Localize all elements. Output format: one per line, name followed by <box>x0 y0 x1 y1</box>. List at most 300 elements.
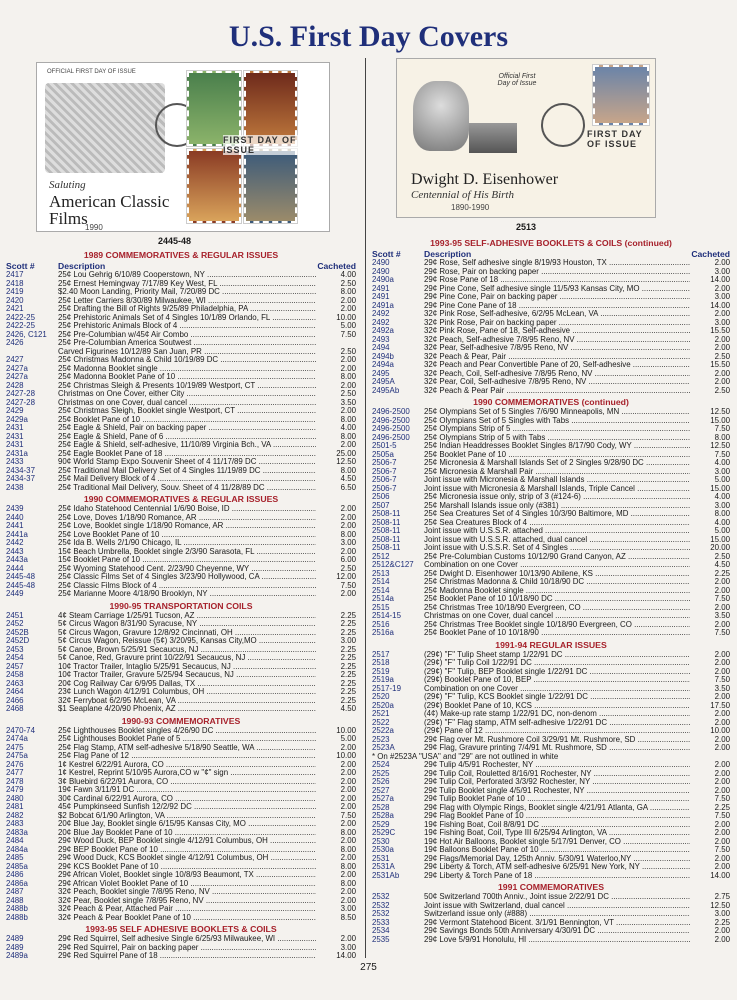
cacheted-price: 7.50 <box>340 329 356 339</box>
cacheted-price: 2.25 <box>340 661 356 671</box>
scott-number: 2475 <box>6 743 24 752</box>
listing-row <box>372 268 730 277</box>
description: 29¢ Flag Booklet Pane of 10 ..... <box>424 812 690 821</box>
description: 29¢ Tulip Coil, Rouletted 8/16/91 Rochester, NY ..... <box>424 770 690 779</box>
description: 32¢ Pink Rose, Pair on backing paper ..... <box>424 319 690 328</box>
listing-row <box>372 310 730 319</box>
cacheted-price: 2.00 <box>340 512 356 522</box>
cacheted-price: 2.00 <box>714 692 730 701</box>
scott-number: 2479 <box>6 786 24 794</box>
section-heading: 1991-94 REGULAR ISSUES <box>495 639 607 650</box>
description: 20¢ Blue Jay, Booklet single 6/15/95 Kansas City, MO ..... <box>58 820 316 829</box>
listing-row <box>372 459 730 468</box>
cacheted-price: 7.50 <box>340 810 356 820</box>
listing-row <box>6 671 356 680</box>
description: 25¢ Pre-Columbian Customs 10/12/90 Grand Canyon, AZ ..... <box>424 553 690 562</box>
scott-number: 2531A <box>372 863 395 871</box>
cacheted-price: 2.00 <box>714 926 730 935</box>
cachet-subtitle: Centennial of His Birth <box>411 189 514 201</box>
listing-row <box>6 522 356 531</box>
scott-number: 2442 <box>6 539 24 547</box>
listing-row <box>6 450 356 459</box>
listing-row <box>372 838 730 847</box>
cacheted-price: 2.25 <box>340 627 356 637</box>
scott-number: 2458 <box>6 671 24 679</box>
listing-row <box>372 702 730 711</box>
cacheted-price: 2.00 <box>340 934 356 943</box>
scott-number <box>6 348 58 357</box>
cacheted-price: 14.00 <box>336 951 356 960</box>
scott-number: 2506 <box>372 493 390 501</box>
scott-number: 2422-25 <box>6 313 35 322</box>
cacheted-price: 2.00 <box>714 934 730 944</box>
description: 29¢ Tulip 4/5/91 Rochester, NY ..... <box>424 761 690 770</box>
cacheted-price: 2.00 <box>714 658 730 667</box>
cacheted-price: 7.50 <box>714 424 730 433</box>
listing-row <box>6 271 356 280</box>
scott-number: 2426, C121 <box>6 330 47 339</box>
description: 25¢ Marshall Islands issue only (#381) ..... <box>424 502 690 511</box>
scott-number: 2420 <box>6 296 24 305</box>
description: 32¢ Pear, Booklet single 7/8/95 Reno, NV ..... <box>58 897 316 906</box>
description: Joint issue with Switzerland, dual cancel ..... <box>424 902 690 911</box>
description: Joint issue with U.S.S.R. attached ..... <box>424 527 690 536</box>
stamp-stagecoach <box>244 149 298 224</box>
scott-number: 2443a <box>6 556 28 564</box>
description: 30¢ Cardinal 6/22/91 Aurora, CO ..... <box>58 795 316 804</box>
scott-number: 2431 <box>6 441 24 449</box>
description: 32¢ Peach & Pear, Pair ..... <box>424 353 690 362</box>
scott-number: 2427-28 <box>6 398 35 407</box>
cacheted-price: 2.25 <box>340 678 356 688</box>
cacheted-price: 12.50 <box>336 457 356 466</box>
cacheted-price: 2.00 <box>714 828 730 837</box>
cacheted-price: 12.00 <box>336 572 356 581</box>
scott-number: 2422-25 <box>6 322 35 330</box>
listing-row <box>6 761 356 770</box>
cacheted-price: 2.00 <box>340 776 356 786</box>
cacheted-price: 2.00 <box>714 743 730 752</box>
description: (29¢) "F" Tulip Sheet stamp 1/22/91 DC ..... <box>424 651 690 660</box>
scott-number: 2449 <box>6 590 24 598</box>
listing-row <box>6 356 356 365</box>
listing-row <box>372 804 730 813</box>
listing-row <box>6 905 356 914</box>
listing-row <box>372 787 730 796</box>
listing-row <box>372 693 730 702</box>
cacheted-price: 2.25 <box>340 644 356 654</box>
cacheted-price: 8.00 <box>340 465 356 475</box>
listing-row <box>372 336 730 345</box>
listing-row <box>372 736 730 745</box>
scott-number: 2485 <box>6 854 24 862</box>
description: 32¢ Peach, Booklet single 7/8/95 Reno, NV ..... <box>58 888 316 897</box>
listing-row <box>6 880 356 889</box>
scott-number: 2429a <box>6 415 28 424</box>
listing-row <box>6 778 356 787</box>
listing-row <box>6 637 356 646</box>
description: 15¢ Booklet Pane of 10 ..... <box>58 556 316 565</box>
cacheted-price: 8.00 <box>340 878 356 888</box>
description: Joint issue with U.S.S.R. Set of 4 Singles ..... <box>424 544 690 553</box>
cacheted-price: 15.50 <box>710 326 730 335</box>
listing-row <box>6 952 356 961</box>
cacheted-price: 2.00 <box>714 760 730 769</box>
scott-number: 2494b <box>372 352 394 361</box>
description-header: Description <box>424 249 472 259</box>
cacheted-price: 3.50 <box>714 683 730 693</box>
cacheted-price: 3.00 <box>340 538 356 547</box>
cacheted-price: 2.00 <box>340 355 356 364</box>
listing-row <box>372 442 730 451</box>
scott-number: 2439 <box>6 505 24 513</box>
listing-row <box>6 654 356 663</box>
cover-classic-films <box>6 58 356 246</box>
scott-number: 2517-19 <box>372 684 401 693</box>
scott-number: 2421 <box>6 305 24 313</box>
description: 29¢ Rose, Self adhesive single 8/19/93 Houston, TX ..... <box>424 259 690 268</box>
description: 25¢ Letter Carriers 8/30/89 Milwaukee, WI ..... <box>58 297 316 306</box>
cacheted-price: 2.00 <box>714 785 730 795</box>
listing-row <box>372 629 730 638</box>
section-heading: 1993-95 SELF-ADHESIVE BOOKLETS & COILS (continued) <box>430 238 672 248</box>
scott-number: 2519 <box>372 667 390 676</box>
description: (29¢) "F" Tulip, KCS Booklet single 1/22/91 DC ..... <box>424 693 690 702</box>
description: $2 Bobcat 6/1/90 Arlington, VA ..... <box>58 812 316 821</box>
cacheted-price: 2.00 <box>714 862 730 871</box>
listing-row <box>6 795 356 804</box>
description: 29¢ BEP Booklet Pane of 10 ..... <box>58 846 316 855</box>
listing-row <box>372 829 730 838</box>
cacheted-price: 2.00 <box>714 717 730 727</box>
cacheted-price: 5.00 <box>340 734 356 743</box>
listing-row <box>372 553 730 562</box>
scott-number: 2463 <box>6 679 24 688</box>
column-headers <box>372 249 730 259</box>
description: 32¢ Peach & Pear, Attached Pair ..... <box>58 905 316 914</box>
listing-row <box>372 846 730 855</box>
listing-row <box>6 863 356 872</box>
cacheted-price: 8.00 <box>714 432 730 442</box>
cacheted-price: 3.50 <box>714 611 730 620</box>
description: 25¢ Micronesia & Marshall Islands Set of 2 Singles 9/28/90 DC ..... <box>424 459 690 468</box>
stamp-beau-geste <box>187 149 241 224</box>
cacheted-price: 2.00 <box>340 785 356 794</box>
scott-number: 2484 <box>6 837 24 845</box>
scott-number: 2483a <box>6 828 28 837</box>
listing-row <box>6 565 356 574</box>
section-heading: 1991 COMMEMORATIVES <box>497 882 605 892</box>
cacheted-price: 8.00 <box>340 529 356 539</box>
scott-number: 2529 <box>372 820 390 829</box>
page-title: U.S. First Day Covers <box>228 20 509 53</box>
listing-row <box>372 468 730 477</box>
cacheted-price: 2.50 <box>340 563 356 573</box>
listing-row <box>6 705 356 714</box>
description: 25¢ Olympians Strip of 5 ..... <box>424 425 690 434</box>
scott-number: 2427-28 <box>6 390 35 398</box>
listing-row <box>6 305 356 314</box>
cacheted-price: 2.00 <box>714 283 730 293</box>
film-camera-cachet-art <box>45 83 165 173</box>
description: 20¢ Blue Jay Booklet Pane of 10 ..... <box>58 829 316 838</box>
listing-row <box>6 390 356 399</box>
scott-number: 2484a <box>6 845 28 854</box>
listing-row <box>372 595 730 604</box>
cover-eisenhower <box>372 58 730 236</box>
section-heading: 1990-93 COMMEMORATIVES <box>121 715 241 726</box>
listing-row <box>372 485 730 494</box>
scott-number: 2492a <box>372 327 394 335</box>
listing-row <box>6 314 356 323</box>
description: 25¢ Traditional Mail Delivery, Souv. Sheet of 4 11/28/89 DC ..... <box>58 484 316 493</box>
description: 25¢ Lighthouses Booklet Pane of 5 ..... <box>58 735 316 744</box>
scott-number: 2443 <box>6 547 24 556</box>
description: 29¢ Tulip Booklet Pane of 10 ..... <box>424 795 690 804</box>
listing-row <box>372 936 730 945</box>
scott-number: 2452B <box>6 628 29 637</box>
cacheted-price: 2.25 <box>714 917 730 927</box>
listing-row <box>372 778 730 787</box>
cacheted-price: 4.00 <box>714 492 730 501</box>
listing-row <box>372 604 730 613</box>
cacheted-price: 15.00 <box>710 483 730 493</box>
cacheted-price: 8.00 <box>340 861 356 871</box>
scott-number: 2470-74 <box>6 726 35 735</box>
listing-row <box>372 812 730 821</box>
first-day-of-issue-cancel: FIRST DAY OF ISSUE <box>223 135 329 155</box>
listing-row <box>6 339 356 348</box>
description: 29¢ Red Squirrel, Pair on backing paper ..... <box>58 944 316 953</box>
scott-number: 2518 <box>372 659 390 667</box>
listing-row <box>372 927 730 936</box>
listing-row <box>6 373 356 382</box>
description: 29¢ Tulip Booklet single 4/5/91 Rochester, NY ..... <box>424 787 690 796</box>
cacheted-price: 7.50 <box>714 811 730 820</box>
cacheted-price: 2.00 <box>340 768 356 777</box>
listing-row <box>372 770 730 779</box>
description: 25¢ Christmas Tree Booklet single 10/18/90 Evergreen, CO ..... <box>424 621 690 630</box>
cacheted-price: 2.00 <box>714 819 730 829</box>
description: 25¢ Love, Doves 1/18/90 Romance, AR ..... <box>58 514 316 523</box>
listing-row <box>372 659 730 668</box>
scott-number: 2522a <box>372 727 394 735</box>
scott-number: 2531Ab <box>372 871 400 880</box>
listing-row <box>372 795 730 804</box>
scott-number: 2533 <box>372 918 390 927</box>
scott-number: 2426 <box>6 339 24 347</box>
cacheted-price: 4.50 <box>714 560 730 569</box>
cacheted-price: 5.00 <box>340 321 356 330</box>
description: 32¢ Pear, Self-adhesive 7/8/95 Reno, NV ..... <box>424 344 690 353</box>
scott-number: 2441a <box>6 530 28 539</box>
cacheted-price: 2.00 <box>714 853 730 863</box>
listing-row <box>6 680 356 689</box>
scott-number: 2527 <box>372 786 390 795</box>
listing-row <box>372 893 730 902</box>
listing-row <box>6 612 356 621</box>
scott-number: 2457 <box>6 662 24 671</box>
cacheted-price: 3.00 <box>714 500 730 510</box>
cacheted-price: 2.00 <box>340 521 356 530</box>
listing-row <box>372 536 730 545</box>
description: 50¢ Switzerland 700th Anniv., Joint issue 2/22/91 DC ..... <box>424 893 690 902</box>
description: 25¢ Christmas Madonna & Child 10/18/90 DC ..... <box>424 578 690 587</box>
scott-number: 2524 <box>372 761 390 769</box>
scott-number: 2514 <box>372 586 390 595</box>
description: Combination on one Cover ..... <box>424 685 690 694</box>
cacheted-price: 7.50 <box>714 594 730 603</box>
scott-number: 2529C <box>372 829 396 837</box>
scott-number: 2494 <box>372 344 390 352</box>
scott-number: 2491 <box>372 293 390 301</box>
listing-row <box>372 527 730 536</box>
cover-number: 2513 <box>516 222 537 232</box>
listing-row <box>372 578 730 587</box>
scott-number: 2512&C127 <box>372 561 414 569</box>
cacheted-price: 8.50 <box>340 912 356 922</box>
cacheted-price: 2.00 <box>340 440 356 449</box>
description: 15¢ Beach Umbrella, Booklet single 2/3/90 Sarasota, FL ..... <box>58 548 316 557</box>
cacheted-price: 2.50 <box>714 551 730 561</box>
cacheted-price: 2.00 <box>714 368 730 378</box>
listing-row <box>6 888 356 897</box>
listing-row <box>372 561 730 570</box>
envelope <box>36 62 330 232</box>
cachet-subtitle: Saluting <box>49 179 86 191</box>
description-header: Description <box>58 261 106 271</box>
listing-row <box>6 467 356 476</box>
scott-number: 2508-11 <box>372 518 401 527</box>
description: 25¢ Love Booklet Pane of 10 ..... <box>58 531 316 540</box>
listing-row <box>6 829 356 838</box>
scott-number: 2535 <box>372 935 390 944</box>
listing-row <box>6 871 356 880</box>
listing-row <box>6 854 356 863</box>
scott-number: 2431a <box>6 449 28 458</box>
listing-row <box>6 727 356 736</box>
description: 29¢ Vermont Statehood Bicent. 3/1/91 Bennington, VT ..... <box>424 919 690 928</box>
official-label: Official First Day of Issue <box>497 73 537 87</box>
scott-number: 2496-2500 <box>372 425 410 433</box>
scott-number: 2506-7 <box>372 459 397 467</box>
listing-row <box>6 786 356 795</box>
description: 25¢ Flag Stamp, ATM self-adhesive 5/18/90 Seattle, WA ..... <box>58 744 316 753</box>
cacheted-price: 15.00 <box>710 534 730 544</box>
description: 25¢ Indian Headdresses Booklet Singles 8/17/90 Cody, WY ..... <box>424 442 690 451</box>
description: 25¢ Micronesia & Marshall Pair ..... <box>424 468 690 477</box>
scott-header: Scott # <box>372 249 401 259</box>
scott-number: 2514-15 <box>372 612 401 620</box>
description: 5¢ Circus Wagon, Gravure 12/8/92 Cincinnati, OH ..... <box>58 629 316 638</box>
scott-number: 2476 <box>6 760 24 769</box>
scott-number: 2434-37 <box>6 466 35 475</box>
description: Christmas on one Cover, dual cancel ..... <box>424 612 690 621</box>
listing-row <box>372 519 730 528</box>
cacheted-price: 7.50 <box>714 628 730 637</box>
cacheted-header: Cacheted <box>317 261 356 271</box>
scott-number: 2428 <box>6 381 24 390</box>
description: 25¢ Ernest Hemingway 7/17/89 Key West, FL ..... <box>58 280 316 289</box>
scott-number: 2427 <box>6 356 24 364</box>
scott-number: 2475a <box>6 752 28 760</box>
scott-number: 2508-11 <box>372 535 401 544</box>
listing-row <box>372 761 730 770</box>
description: 25¢ Christmas Tree 10/18/90 Evergreen, CO ..... <box>424 604 690 613</box>
listing-row <box>6 348 356 357</box>
scott-number: 2427a <box>6 373 28 381</box>
description: 25¢ Wyoming Statehood Cent. 2/23/90 Cheyenne, WY ..... <box>58 565 316 574</box>
scott-number: 2486 <box>6 871 24 879</box>
scott-number: 2515 <box>372 603 390 612</box>
scott-number: 2431 <box>6 424 24 432</box>
cacheted-price: 2.00 <box>340 504 356 513</box>
scott-number: 2478 <box>6 777 24 786</box>
description: 29¢ Tulip Coil, Perforated 3/3/92 Rochester, NY ..... <box>424 778 690 787</box>
listing-row <box>372 621 730 630</box>
description: 25¢ Madonna Booklet single ..... <box>424 587 690 596</box>
cacheted-price: 17.50 <box>710 700 730 710</box>
cacheted-price: 4.00 <box>714 517 730 527</box>
description: 25¢ Traditional Mail Delivery Set of 4 Singles 11/19/89 DC ..... <box>58 467 316 476</box>
description: 25¢ Pre-Columbian w/45¢ Air Combo ..... <box>58 331 316 340</box>
cacheted-price: 12.50 <box>710 441 730 450</box>
description: 25¢ Drafting the Bill of Rights 9/25/89 Philadelphia, PA ..... <box>58 305 316 314</box>
description: 25¢ Eagle & Shield, Pair on backing paper ..... <box>58 424 316 433</box>
listing-row <box>372 285 730 294</box>
cacheted-price: 15.50 <box>710 360 730 369</box>
cacheted-price: 2.00 <box>340 295 356 305</box>
listing-row <box>6 382 356 391</box>
cacheted-price: 2.50 <box>714 351 730 361</box>
cacheted-price: 12.50 <box>710 407 730 416</box>
description: 25¢ Booklet Pane of 10 10/18/90 ..... <box>424 629 690 638</box>
description: 19¢ Fishing Boat, Coil 8/8/91 DC ..... <box>424 821 690 830</box>
description: 10¢ Tractor Trailer, Intaglio 5/25/91 Secaucus, NJ ..... <box>58 663 316 672</box>
description: 25¢ Eagle Booklet Pane of 18 ..... <box>58 450 316 459</box>
description: 29¢ Liberty & Torch Pane of 18 ..... <box>424 872 690 881</box>
cacheted-price: 2.00 <box>714 334 730 344</box>
listing-row <box>372 353 730 362</box>
description: 29¢ Red Squirrel, Self adhesive Single 6/25/93 Milwaukee, WI ..... <box>58 935 316 944</box>
description: 25¢ Flag Pane of 12 ..... <box>58 752 316 761</box>
description: 29¢ Pine Cone, Self adhesive single 11/5/93 Kansas City, MO ..... <box>424 285 690 294</box>
listing-row <box>6 331 356 340</box>
cacheted-price: 7.50 <box>714 845 730 854</box>
listing-row <box>372 651 730 660</box>
cacheted-price: 2.00 <box>714 343 730 352</box>
listing-row <box>6 399 356 408</box>
scott-number: 2532 <box>372 893 390 901</box>
cacheted-price: 2.00 <box>714 577 730 586</box>
listing-row <box>6 803 356 812</box>
listing-row <box>372 417 730 426</box>
first-day-of-issue-cancel: FIRST DAY OF ISSUE <box>587 129 643 149</box>
description: Combination on one Cover ..... <box>424 561 690 570</box>
description: 32¢ Pink Rose, Pane of 18, Self-adhesive ..... <box>424 327 690 336</box>
listing-row <box>372 378 730 387</box>
cacheted-price: 10.00 <box>336 312 356 322</box>
description: 29¢ African Violet Booklet Pane of 10 ..... <box>58 880 316 889</box>
listing-row <box>6 365 356 374</box>
scott-number: 2489 <box>6 935 24 943</box>
description: (29¢) Pane of 12 ..... <box>424 727 690 736</box>
listing-row <box>372 510 730 519</box>
cacheted-price: 20.00 <box>710 543 730 552</box>
cacheted-price: 3.00 <box>340 942 356 952</box>
description: 5¢ Canoe, Red, Gravure print 10/22/91 Secaucus, NJ ..... <box>58 654 316 663</box>
description: Carved Figurines 10/12/89 San Juan, PR ..... <box>58 348 316 357</box>
